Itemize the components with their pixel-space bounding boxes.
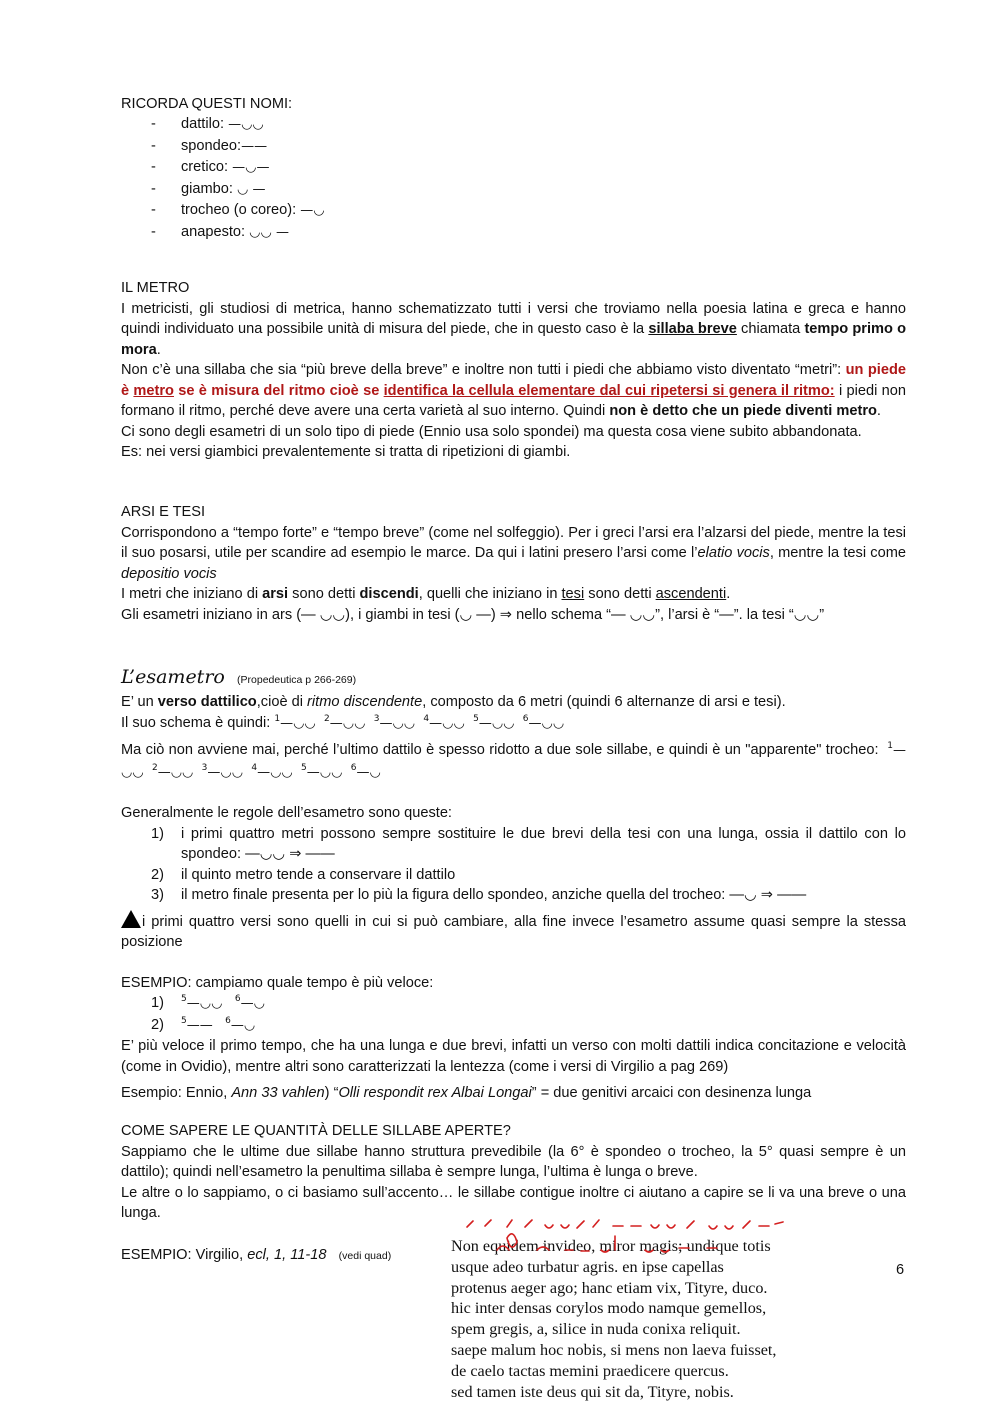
list-item: 1) $^5$—◡◡ $^6$—◡ [151, 994, 265, 1011]
paragraph: Ci sono degli esametri di un solo tipo di piede (Ennio usa solo spondei) ma questa cosa viene subito abbandonata. [121, 423, 862, 440]
definition-highlight: identifica la cellula elementare dal cui ripetersi si genera il ritmo: [383, 382, 835, 399]
foot-label: cretico: [181, 159, 229, 175]
list-item [147, 114, 325, 136]
verse-line: sed tamen iste deus qui sit da, Tityre, nobis. [451, 1382, 734, 1401]
hexameter-scheme: $^1$—◡◡ $^2$—◡◡ $^3$—◡◡ $^4$—◡◡ $^5$—◡◡ $^6$—◡ [121, 741, 906, 780]
esametro-title-row [121, 667, 906, 691]
page-number: 6 [896, 1262, 905, 1278]
list-item [147, 179, 325, 201]
paragraph: E’ più veloce il primo tempo, che ha una lunga e due brevi, infatti un verso con molti dattili indica concitazione e velocità (come in Ovidio), mentre altri sono caratterizzati la lentezza (come i versi di Virgilio a pag 269) [121, 1038, 906, 1075]
examples-list [121, 993, 906, 1036]
foot-label: giambo: [181, 180, 233, 197]
foot-scheme: ◡ — [236, 181, 266, 197]
paragraph: Gli esametri iniziano in ars (— ◡◡), i giambi in tesi (◡ —) ⇒ nello schema “— ◡◡”, l’arsi è “—”. la tesi “◡◡” [121, 606, 825, 623]
foot-scheme: ◡◡ — [249, 224, 289, 240]
paragraph: E’ un verso dattilico,cioè di ritmo discendente, composto da 6 metri (quindi 6 alternanze di arsi e tesi). [121, 694, 786, 710]
feet-heading: RICORDA QUESTI NOMI: [121, 96, 293, 112]
paragraph: Generalmente le regole dell’esametro sono queste: [121, 805, 452, 821]
foot-label: dattilo: [181, 116, 224, 132]
verse-line: spem gregis, a, silice in nuda conixa reliquit. [451, 1320, 741, 1339]
paragraph: Esempio: Ennio, Ann 33 vahlen) “Olli respondit rex Albai Longai” = due genitivi arcaici con desinenza lunga [121, 1085, 812, 1101]
warning-note: i primi quattro versi sono quelli in cui si può cambiare, alla fine invece l’esametro assume quasi sempre la stessa posizione [121, 910, 906, 953]
section-heading: COME SAPERE LE QUANTITÀ DELLE SILLABE APERTE? [121, 1123, 511, 1139]
paragraph: Il suo schema è quindi: $^1$—◡◡ $^2$—◡◡ $^3$—◡◡ $^4$—◡◡ $^5$—◡◡ $^6$—◡◡ [121, 713, 565, 731]
list-item [147, 222, 325, 244]
hexameter-scheme: $^1$—◡◡ $^2$—◡◡ $^3$—◡◡ $^4$—◡◡ $^5$—◡◡ $^6$—◡◡ [274, 713, 565, 731]
paragraph: I metri che iniziano di arsi sono detti discendi, quelli che iniziano in tesi sono detti ascendenti. [121, 586, 731, 602]
foot-scheme: —◡ [300, 203, 325, 218]
verse-line: de caelo tactas memini praedicere quercus. [451, 1361, 729, 1380]
paragraph: Non c’è una sillaba che sia “più breve della breve” e inoltre non tutti i piedi che abbiamo visto diventato “metri”: un piede è metro se è misura del ritmo cioè se identifica la cellula elementare dal cui ripetersi si genera il ritmo: i piedi non formano il ritmo, perché deve avere una certa varietà al suo interno. Quindi non è detto che un piede diventi metro. [121, 362, 906, 419]
paragraph: ESEMPIO: campiamo quale tempo è più veloce: [121, 974, 434, 991]
quantita-section [121, 1121, 906, 1224]
verse-line: hic inter densas corylos modo namque gemellos, [451, 1299, 767, 1318]
foot-label: trocheo (o coreo): [181, 202, 297, 218]
verse-line: protenus aeger ago; hanc etiam vix, Tityre, duco. [451, 1278, 768, 1297]
paragraph: Sappiamo che le ultime due sillabe hanno struttura prevedibile (la 6° è spondeo o trocheo, la 5° quasi sempre è un dattilo); quindi nell’esametro la penultima sillaba è sempre lunga, l’ultima è lunga o breve. [121, 1143, 906, 1180]
bold-term: tempo primo o mora [121, 321, 906, 358]
scansion-annotations [445, 1212, 790, 1272]
underlined-term: sillaba breve [648, 321, 737, 337]
foot-scheme: —◡— [232, 160, 270, 175]
section-heading: ARSI E TESI [121, 504, 206, 520]
verse-line: saepe malum hoc nobis, si mens non laeva fuisset, [451, 1340, 777, 1359]
verse-line: usque adeo turbatur agris. en ipse capellas [451, 1257, 724, 1276]
book-reference: (Propedeutica p 266-269) [237, 674, 357, 686]
paragraph: Ma ciò non avviene mai, perché l’ultimo dattilo è spesso ridotto a due sole sillabe, e quindi è un "apparente" trocheo: $^1$—◡◡ $^2$—◡◡ $^3$—◡◡ $^4$—◡◡ $^5$—◡◡ $^6$—◡ [121, 741, 906, 780]
foot-label: spondeo: [181, 137, 242, 154]
section-title: L’esametro [121, 666, 225, 688]
verse-line: Non equidem invideo, miror magis; undique totis [451, 1237, 771, 1255]
section-heading: IL METRO [121, 280, 190, 296]
arsi-section [121, 502, 906, 625]
list-item [147, 157, 325, 179]
foot-label: anapesto: [181, 223, 246, 240]
list-item: 1) i primi quattro metri possono sempre sostituire le due brevi della tesi con una lunga, ossia il dattilo con lo spondeo: —◡◡ ⇒ —— [151, 825, 906, 862]
paragraph: Le altre o lo sappiamo, o ci basiamo sull’accento… le sillabe contigue inoltre ci aiutano a capire se li va una breve o una lunga. [121, 1184, 906, 1221]
paragraph: Corrispondono a “tempo forte” e “tempo breve” (come nel solfeggio). Per i greci l’arsi era l’alzarsi del piede, mentre la tesi il suo posarsi, utile per scandire ad esempio le marce. Da qui i latini presero l’arsi come l’elatio vocis, mentre la tesi come depositio vocis [121, 524, 906, 582]
foot-scheme: —— [241, 138, 268, 154]
feet-list [147, 114, 325, 243]
list-item [147, 136, 325, 158]
virgilio-example: ESEMPIO: Virgilio, ecl, 1, 11-18 (vedi quad) [121, 1247, 392, 1263]
list-item: 2) $^5$—— $^6$—◡ [151, 1015, 256, 1033]
list-item: 2) il quinto metro tende a conservare il dattilo [151, 866, 456, 883]
foot-scheme: —◡◡ [228, 117, 264, 132]
esametro-section [121, 692, 906, 1104]
tempo-scheme: $^5$—— $^6$—◡ [181, 1015, 256, 1033]
rules-list [121, 824, 906, 906]
list-item [147, 200, 325, 222]
metro-section [121, 278, 906, 463]
tempo-scheme: $^5$—◡◡ $^6$—◡ [181, 994, 265, 1011]
list-item: 3) il metro finale presenta per lo più la figura dello spondeo, anziche quella del trocheo: —◡ ⇒ —— [151, 887, 807, 903]
paragraph: I metricisti, gli studiosi di metrica, hanno schematizzato tutti i versi che troviamo nella poesia latina e greca e hanno quindi individuato una possibile unità di misura del piede, che in questo caso è la sillaba breve chiamata tempo primo o mora. [121, 300, 906, 358]
warning-triangle-icon [121, 910, 141, 928]
paragraph: Es: nei versi giambici prevalentemente si tratta di ripetizioni di giambi. [121, 444, 571, 460]
